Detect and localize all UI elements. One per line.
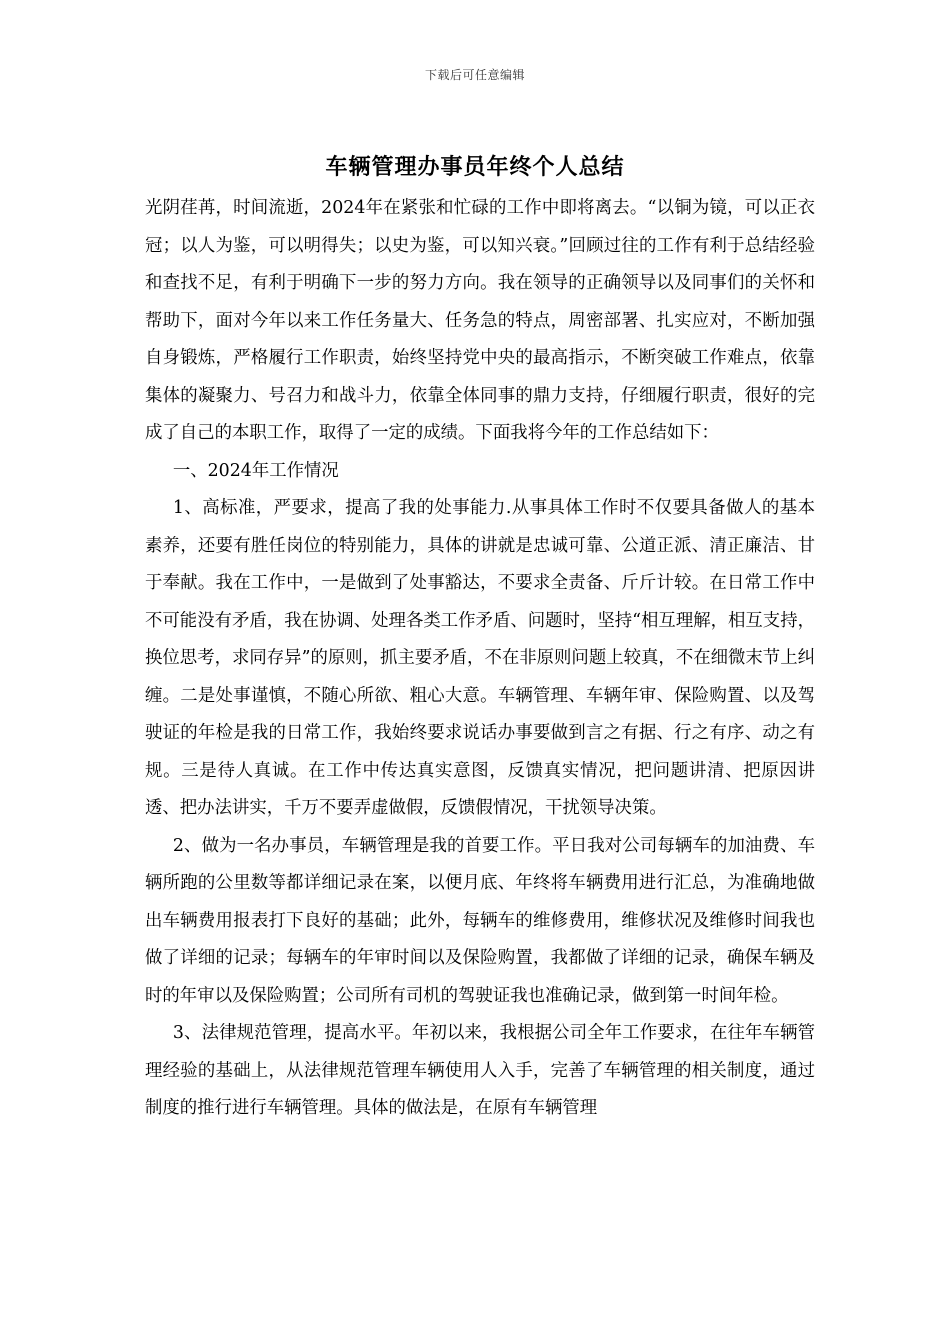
download-note: 下载后可任意编辑 [424, 68, 525, 82]
paragraph-item-2: 2、做为一名办事员，车辆管理是我的首要工作。平日我对公司每辆车的加油费、车辆所跑的公里数等都详细记录在案，以便月底、年终将车辆费用进行汇总，为准确地做出车辆费用报表打下良好的基础；此外，每辆车的维修费用，维修状况及维修时间我也做了详细的记录；每辆车的年审时间以及保险购置，我都做了详细的记录，确保车辆及时的年审以及保险购置；公司所有司机的驾驶证我也准确记录，做到第一时间年检。 [145, 835, 815, 1006]
paragraph-item-1: 1、高标准，严要求，提高了我的处事能力.从事具体工作时不仅要具备做人的基本素养，还要有胜任岗位的特别能力，具体的讲就是忠诚可靠、公道正派、清正廉洁、甘于奉献。我在工作中，一是做到了处事豁达，不要求全责备、斤斤计较。在日常工作中不可能没有矛盾，我在协调、处理各类工作矛盾、问题时，坚持“相互理解，相互支持，换位思考，求同存异”的原则，抓主要矛盾，不在非原则问题上较真，不在细微末节上纠缠。二是处事谨慎，不随心所欲、粗心大意。车辆管理、车辆年审、保险购置、以及驾驶证的年检是我的日常工作，我始终要求说话办事要做到言之有据、行之有序、动之有规。三是待人真诚。在工作中传达真实意图，反馈真实情况，把问题讲清、把原因讲透、把办法讲实，千万不要弄虚做假，反馈假情况，干扰领导决策。 [145, 498, 815, 818]
paragraph-item-3: 3、法律规范管理，提高水平。年初以来，我根据公司全年工作要求，在往年车辆管理经验的基础上，从法律规范管理车辆使用人入手，完善了车辆管理的相关制度，通过制度的推行进行车辆管理。具体的做法是，在原有车辆管理 [145, 1023, 815, 1118]
paragraph-intro: 光阴荏苒，时间流逝，2024年在紧张和忙碌的工作中即将离去。“以铜为镜，可以正衣冠；以人为鉴，可以明得失；以史为鉴，可以知兴衰。”回顾过往的工作有利于总结经验和查找不足，有利于明确下一步的努力方向。我在领导的正确领导以及同事们的关怀和帮助下，面对今年以来工作任务量大、任务急的特点，周密部署、扎实应对，不断加强自身锻炼，严格履行工作职责，始终坚持党中央的最高指示，不断突破工作难点，依靠集体的凝聚力、号召力和战斗力，依靠全体同事的鼎力支持，仔细履行职责，很好的完成了自己的本职工作，取得了一定的成绩。下面我将今年的工作总结如下： [145, 198, 815, 443]
document-title: 车辆管理办事员年终个人总结 [325, 154, 625, 180]
document-body [145, 190, 815, 1128]
section-heading: 一、2024年工作情况 [172, 460, 339, 481]
